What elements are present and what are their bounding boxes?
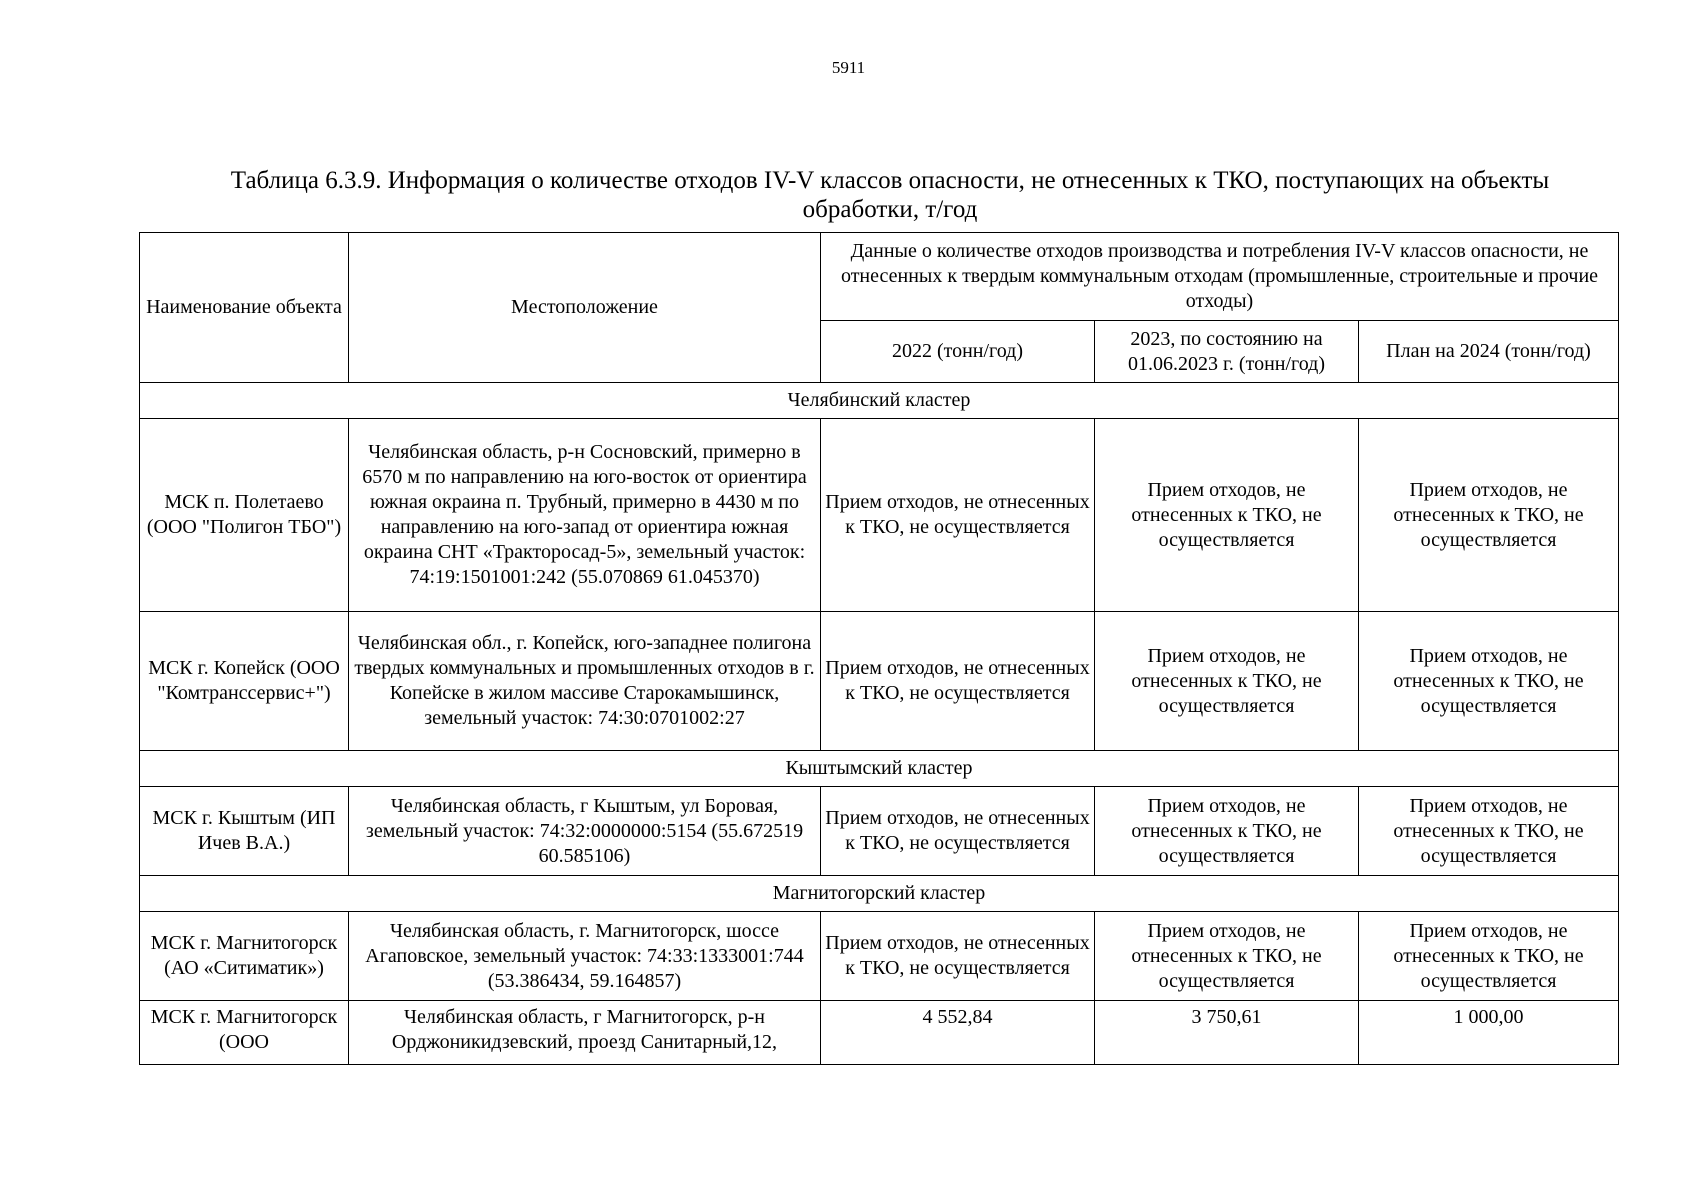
header-data-group: Данные о количестве отходов производства и потребления IV-V классов опасности, не отнесенных к твердым коммунальным отходам (промышленные, строительные и прочие отходы) xyxy=(821,233,1619,321)
table-row xyxy=(140,787,1619,876)
cluster-title: Кыштымский кластер xyxy=(140,751,1619,787)
row-name: МСК г. Магнитогорск (ООО xyxy=(140,1001,349,1065)
row-location: Челябинская область, р-н Сосновский, примерно в 6570 м по направлению на юго-восток от ориентира южная окраина п. Трубный, примерно в 4430 м по направлению на юго-запад от ориентира южная окраина СНТ «Тракторосад-5», земельный участок: 74:19:1501001:242 (55.070869 61.045370) xyxy=(349,419,821,612)
page-number: 5911 xyxy=(831,58,866,77)
row-value-2024: Прием отходов, не отнесенных к ТКО, не осуществляется xyxy=(1359,612,1619,751)
header-2024: План на 2024 (тонн/год) xyxy=(1359,321,1619,383)
waste-table xyxy=(139,232,1619,1065)
row-value-2023: Прием отходов, не отнесенных к ТКО, не осуществляется xyxy=(1095,612,1359,751)
row-name: МСК п. Полетаево (ООО "Полигон ТБО") xyxy=(140,419,349,612)
row-value-2022: Прием отходов, не отнесенных к ТКО, не осуществляется xyxy=(821,787,1095,876)
row-value-2023: Прием отходов, не отнесенных к ТКО, не осуществляется xyxy=(1095,912,1359,1001)
table-row xyxy=(140,612,1619,751)
row-value-2024: Прием отходов, не отнесенных к ТКО, не осуществляется xyxy=(1359,787,1619,876)
row-name: МСК г. Магнитогорск (АО «Ситиматик») xyxy=(140,912,349,1001)
table-row xyxy=(140,912,1619,1001)
row-value-2023: Прием отходов, не отнесенных к ТКО, не осуществляется xyxy=(1095,419,1359,612)
row-location: Челябинская область, г Кыштым, ул Боровая, земельный участок: 74:32:0000000:5154 (55.672519 60.585106) xyxy=(349,787,821,876)
row-value-2022: Прием отходов, не отнесенных к ТКО, не осуществляется xyxy=(821,419,1095,612)
row-name: МСК г. Кыштым (ИП Ичев В.А.) xyxy=(140,787,349,876)
row-location: Челябинская область, г. Магнитогорск, шоссе Агаповское, земельный участок: 74:33:1333001:744 (53.386434, 59.164857) xyxy=(349,912,821,1001)
table-row xyxy=(140,1001,1619,1065)
table-title: Таблица 6.3.9. Информация о количестве отходов IV-V классов опасности, не отнесенных к ТКО, поступающих на объекты обработки, т/год xyxy=(230,167,1550,223)
cluster-row xyxy=(140,876,1619,912)
row-value-2022: 4 552,84 xyxy=(821,1001,1095,1065)
header-2023: 2023, по состоянию на 01.06.2023 г. (тонн/год) xyxy=(1095,321,1359,383)
row-value-2024: Прием отходов, не отнесенных к ТКО, не осуществляется xyxy=(1359,912,1619,1001)
row-value-2022: Прием отходов, не отнесенных к ТКО, не осуществляется xyxy=(821,912,1095,1001)
cluster-row xyxy=(140,383,1619,419)
header-2022: 2022 (тонн/год) xyxy=(821,321,1095,383)
header-location: Местоположение xyxy=(349,233,821,383)
cluster-title: Магнитогорский кластер xyxy=(140,876,1619,912)
row-name: МСК г. Копейск (ООО "Комтранссервис+") xyxy=(140,612,349,751)
cluster-title: Челябинский кластер xyxy=(140,383,1619,419)
header-name: Наименование объекта xyxy=(140,233,349,383)
table-row xyxy=(140,419,1619,612)
row-value-2022: Прием отходов, не отнесенных к ТКО, не осуществляется xyxy=(821,612,1095,751)
header-row xyxy=(140,233,1619,321)
row-location: Челябинская область, г Магнитогорск, р-н Орджоникидзевский, проезд Санитарный,12, xyxy=(349,1001,821,1065)
row-value-2023: Прием отходов, не отнесенных к ТКО, не осуществляется xyxy=(1095,787,1359,876)
cluster-row xyxy=(140,751,1619,787)
row-value-2023: 3 750,61 xyxy=(1095,1001,1359,1065)
row-value-2024: 1 000,00 xyxy=(1359,1001,1619,1065)
row-location: Челябинская обл., г. Копейск, юго-западнее полигона твердых коммунальных и промышленных отходов в г. Копейске в жилом массиве Старокамышинск, земельный участок: 74:30:0701002:27 xyxy=(349,612,821,751)
row-value-2024: Прием отходов, не отнесенных к ТКО, не осуществляется xyxy=(1359,419,1619,612)
